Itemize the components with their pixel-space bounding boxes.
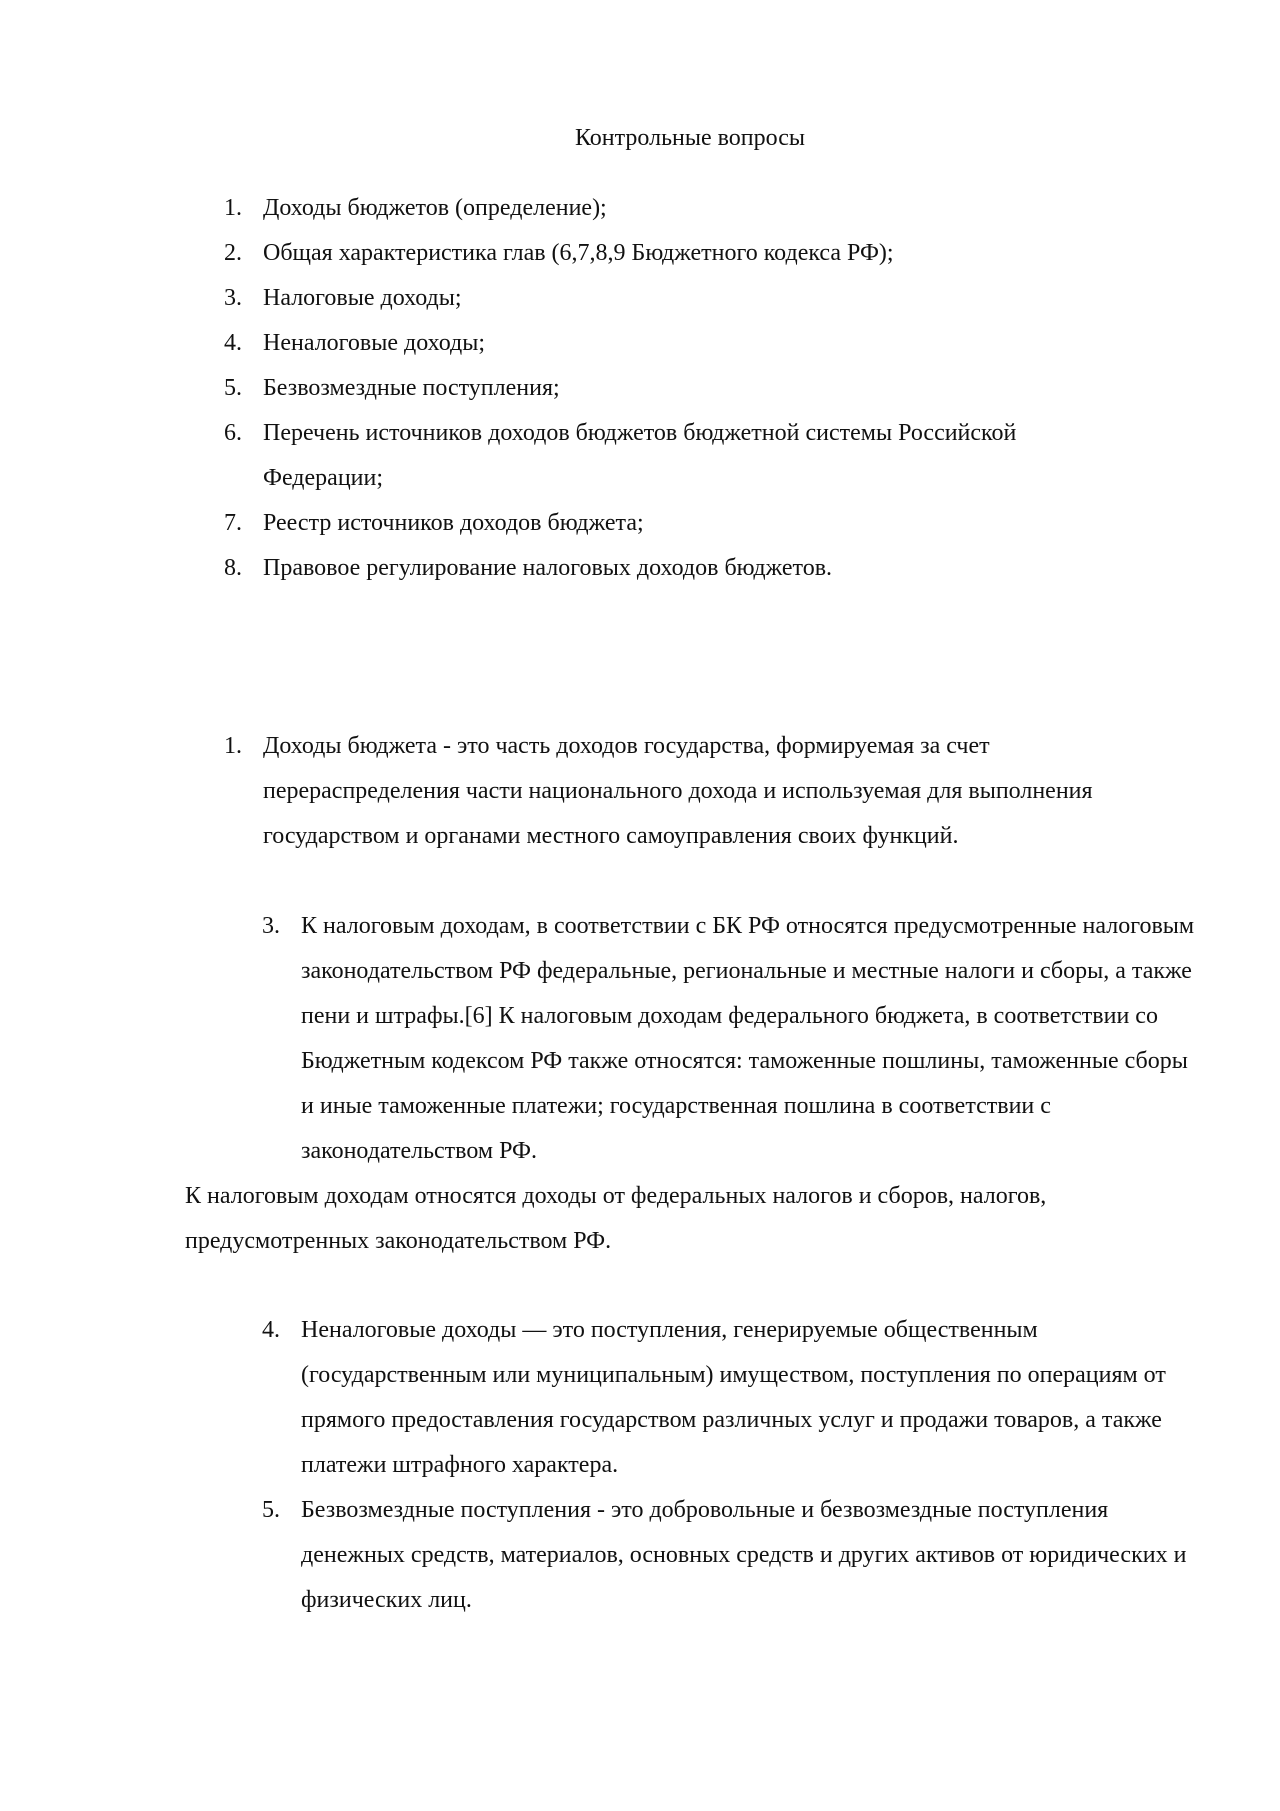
questions-list (0, 186, 1280, 591)
answer-item (0, 1488, 1280, 1623)
list-number: 8. (224, 555, 242, 581)
list-number: 7. (224, 510, 242, 536)
answer-text: Безвозмездные поступления - это добровольные и безвозмездные поступления денежных средств, материалов, основных средств и других активов от юридических и физических лиц. (301, 1497, 1187, 1613)
list-text: Общая характеристика глав (6,7,8,9 Бюджетного кодекса РФ); (263, 240, 894, 266)
list-text: Реестр источников доходов бюджета; (263, 510, 644, 536)
list-number: 5. (224, 375, 242, 401)
list-item (0, 321, 1280, 366)
answer-number: 1. (224, 733, 242, 759)
list-text: Безвозмездные поступления; (263, 375, 560, 401)
answer-3-list (0, 904, 1280, 1174)
list-number: 2. (224, 240, 242, 266)
list-number: 4. (224, 330, 242, 356)
list-number: 6. (224, 420, 242, 446)
body-paragraph: К налоговым доходам относятся доходы от федеральных налогов и сборов, налогов, предусмотренных законодательством РФ. (185, 1183, 1047, 1254)
list-item (0, 231, 1280, 276)
list-text: Перечень источников доходов бюджетов бюджетной системы Российской Федерации; (263, 420, 1017, 491)
list-item (0, 501, 1280, 546)
list-text: Неналоговые доходы; (263, 330, 486, 356)
answer-text: Доходы бюджета - это часть доходов государства, формируемая за счет перераспределения части национального дохода и используемая для выполнения государством и органами местного самоуправления своих функций. (263, 733, 1093, 849)
answer-item (0, 1308, 1280, 1488)
answer-number: 3. (262, 913, 280, 939)
answer-text: К налоговым доходам, в соответствии с БК РФ относятся предусмотренные налоговым законодательством РФ федеральные, региональные и местные налоги и сборы, а также пени и штрафы.[6] К налоговым доходам федерального бюджета, в соответствии со Бюджетным кодексом РФ также относятся: таможенные пошлины, таможенные сборы и иные таможенные платежи; государственная пошлина в соответствии с законодательством РФ. (301, 913, 1195, 1164)
answer-number: 5. (262, 1497, 280, 1523)
list-text: Правовое регулирование налоговых доходов бюджетов. (263, 555, 833, 581)
answer-text: Неналоговые доходы — это поступления, генерируемые общественным (государственным или муниципальным) имуществом, поступления по операциям от прямого предоставления государством различных услуг и продажи товаров, а также платежи штрафного характера. (301, 1317, 1166, 1478)
page-title: Контрольные вопросы (574, 125, 806, 151)
list-item (0, 186, 1280, 231)
answer-4-5-list (0, 1308, 1280, 1623)
list-item (0, 276, 1280, 321)
answer-1-list (0, 724, 1280, 859)
list-item (0, 411, 1280, 501)
list-text: Налоговые доходы; (263, 285, 462, 311)
answer-number: 4. (262, 1317, 280, 1343)
list-text: Доходы бюджетов (определение); (263, 195, 607, 221)
list-item (0, 546, 1280, 591)
answer-item (0, 724, 1280, 859)
list-number: 3. (224, 285, 242, 311)
answer-item (0, 904, 1280, 1174)
list-item (0, 366, 1280, 411)
list-number: 1. (224, 195, 242, 221)
